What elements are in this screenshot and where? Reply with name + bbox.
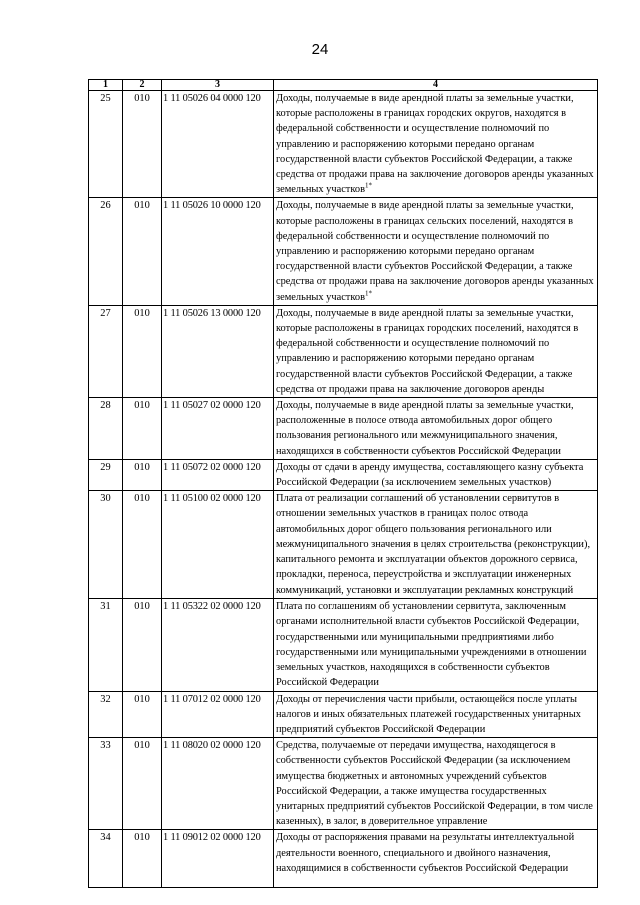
description-cell — [274, 305, 598, 397]
table-row — [89, 398, 598, 460]
table-row — [89, 305, 598, 397]
admin-code-cell: 010 — [123, 305, 162, 397]
description-cell — [274, 398, 598, 460]
description-text: Доходы, получаемые в виде арендной платы за земельные участки, которые расположены в границах городских поселений, находятся в федеральной собственности и осуществление полномочий по управлению и распоряжению которыми передано органам государственной власти субъектов Российской Федерации, а также средства от продажи права на заключение договоров аренды — [276, 307, 579, 395]
budget-code-cell: 1 11 05026 04 0000 120 — [162, 91, 274, 198]
table-row — [89, 198, 598, 305]
row-number-cell: 27 — [89, 305, 123, 397]
budget-code-cell: 1 11 05322 02 0000 120 — [162, 599, 274, 691]
row-number-cell: 32 — [89, 691, 123, 738]
row-number-cell: 29 — [89, 459, 123, 490]
row-number-cell: 26 — [89, 198, 123, 305]
description-cell — [274, 691, 598, 738]
description-text: Доходы от перечисления части прибыли, остающейся после уплаты налогов и иных обязательных платежей государственных унитарных предприятий субъектов Российской Федерации — [276, 693, 581, 735]
admin-code-cell: 010 — [123, 491, 162, 599]
table-row — [89, 830, 598, 888]
description-cell — [274, 738, 598, 830]
description-text: Доходы от распоряжения правами на результаты интеллектуальной деятельности военного, специального и двойного назначения, находящимися в собственности субъектов Российской Федерации — [276, 832, 575, 874]
budget-code-cell: 1 11 05072 02 0000 120 — [162, 459, 274, 490]
admin-code-cell: 010 — [123, 599, 162, 691]
description-cell — [274, 91, 598, 198]
column-header-3: 3 — [162, 80, 274, 91]
row-number-cell: 34 — [89, 830, 123, 888]
budget-code-cell: 1 11 09012 02 0000 120 — [162, 830, 274, 888]
table-row — [89, 91, 598, 198]
footnote-marker: 1* — [364, 181, 372, 190]
description-cell — [274, 830, 598, 888]
description-cell — [274, 198, 598, 305]
description-cell — [274, 491, 598, 599]
budget-code-cell: 1 11 08020 02 0000 120 — [162, 738, 274, 830]
table-body — [89, 91, 598, 888]
description-text: Средства, получаемые от передачи имущества, находящегося в собственности субъектов Российской Федерации (за исключением имущества бюджетных и автономных учреждений субъектов Российской Федерации, а также имущества государственных унитарных предприятий субъектов Российской Федерации, в том числе казенных), в залог, в доверительное управление — [276, 740, 593, 828]
admin-code-cell: 010 — [123, 691, 162, 738]
table-row — [89, 738, 598, 830]
description-text: Доходы, получаемые в виде арендной платы за земельные участки, которые расположены в границах городских округов, находятся в федеральной собственности и осуществление полномочий по управлению и распоряжению которыми передано органам государственной власти субъектов Российской Федерации, а также средства от продажи права на заключение договоров аренды указанных земельных участков — [276, 93, 594, 196]
description-text: Доходы, получаемые в виде арендной платы за земельные участки, которые расположены в границах сельских поселений, находятся в федеральной собственности и осуществление полномочий по управлению и распоряжению которыми передано органам государственной власти субъектов Российской Федерации, а также средства от продажи права на заключение договоров аренды указанных земельных участков — [276, 200, 594, 303]
column-header-1: 1 — [89, 80, 123, 91]
budget-code-cell: 1 11 05026 13 0000 120 — [162, 305, 274, 397]
description-text: Плата от реализации соглашений об установлении сервитутов в отношении земельных участков в границах полос отвода автомобильных дорог общего пользования регионального или межмуниципального значения в целях строительства (реконструкции), капитального ремонта и эксплуатации объектов дорожного сервиса, прокладки, переноса, переустройства и эксплуатации инженерных коммуникаций, установки и эксплуатации рекламных конструкций — [276, 493, 591, 596]
page-number: 24 — [311, 41, 329, 58]
column-header-2: 2 — [123, 80, 162, 91]
table-row — [89, 599, 598, 691]
budget-code-cell: 1 11 05027 02 0000 120 — [162, 398, 274, 460]
table-row — [89, 491, 598, 599]
row-number-cell: 30 — [89, 491, 123, 599]
admin-code-cell: 010 — [123, 198, 162, 305]
description-text: Плата по соглашениям об установлении сервитута, заключенным органами исполнительной власти субъектов Российской Федерации, государственными или муниципальными предприятиями либо государственными или муниципальными учреждениями в отношении земельных участков, находящихся в собственности субъектов Российской Федерации — [276, 601, 587, 689]
description-text: Доходы, получаемые в виде арендной платы за земельные участки, расположенные в полосе отвода автомобильных дорог общего пользования регионального или межмуниципального значения, находящихся в собственности субъектов Российской Федерации — [276, 400, 574, 457]
admin-code-cell: 010 — [123, 398, 162, 460]
table-row — [89, 459, 598, 490]
description-cell — [274, 599, 598, 691]
revenue-codes-table — [88, 79, 598, 888]
budget-code-cell: 1 11 05100 02 0000 120 — [162, 491, 274, 599]
budget-code-cell: 1 11 07012 02 0000 120 — [162, 691, 274, 738]
table-row — [89, 691, 598, 738]
column-header-4: 4 — [274, 80, 598, 91]
table-header-row — [89, 80, 598, 91]
admin-code-cell: 010 — [123, 459, 162, 490]
admin-code-cell: 010 — [123, 738, 162, 830]
budget-code-cell: 1 11 05026 10 0000 120 — [162, 198, 274, 305]
row-number-cell: 28 — [89, 398, 123, 460]
description-cell — [274, 459, 598, 490]
description-text: Доходы от сдачи в аренду имущества, составляющего казну субъекта Российской Федерации (за исключением земельных участков) — [276, 461, 584, 489]
admin-code-cell: 010 — [123, 91, 162, 198]
row-number-cell: 33 — [89, 738, 123, 830]
row-number-cell: 31 — [89, 599, 123, 691]
admin-code-cell: 010 — [123, 830, 162, 888]
row-number-cell: 25 — [89, 91, 123, 198]
footnote-marker: 1* — [364, 289, 372, 298]
